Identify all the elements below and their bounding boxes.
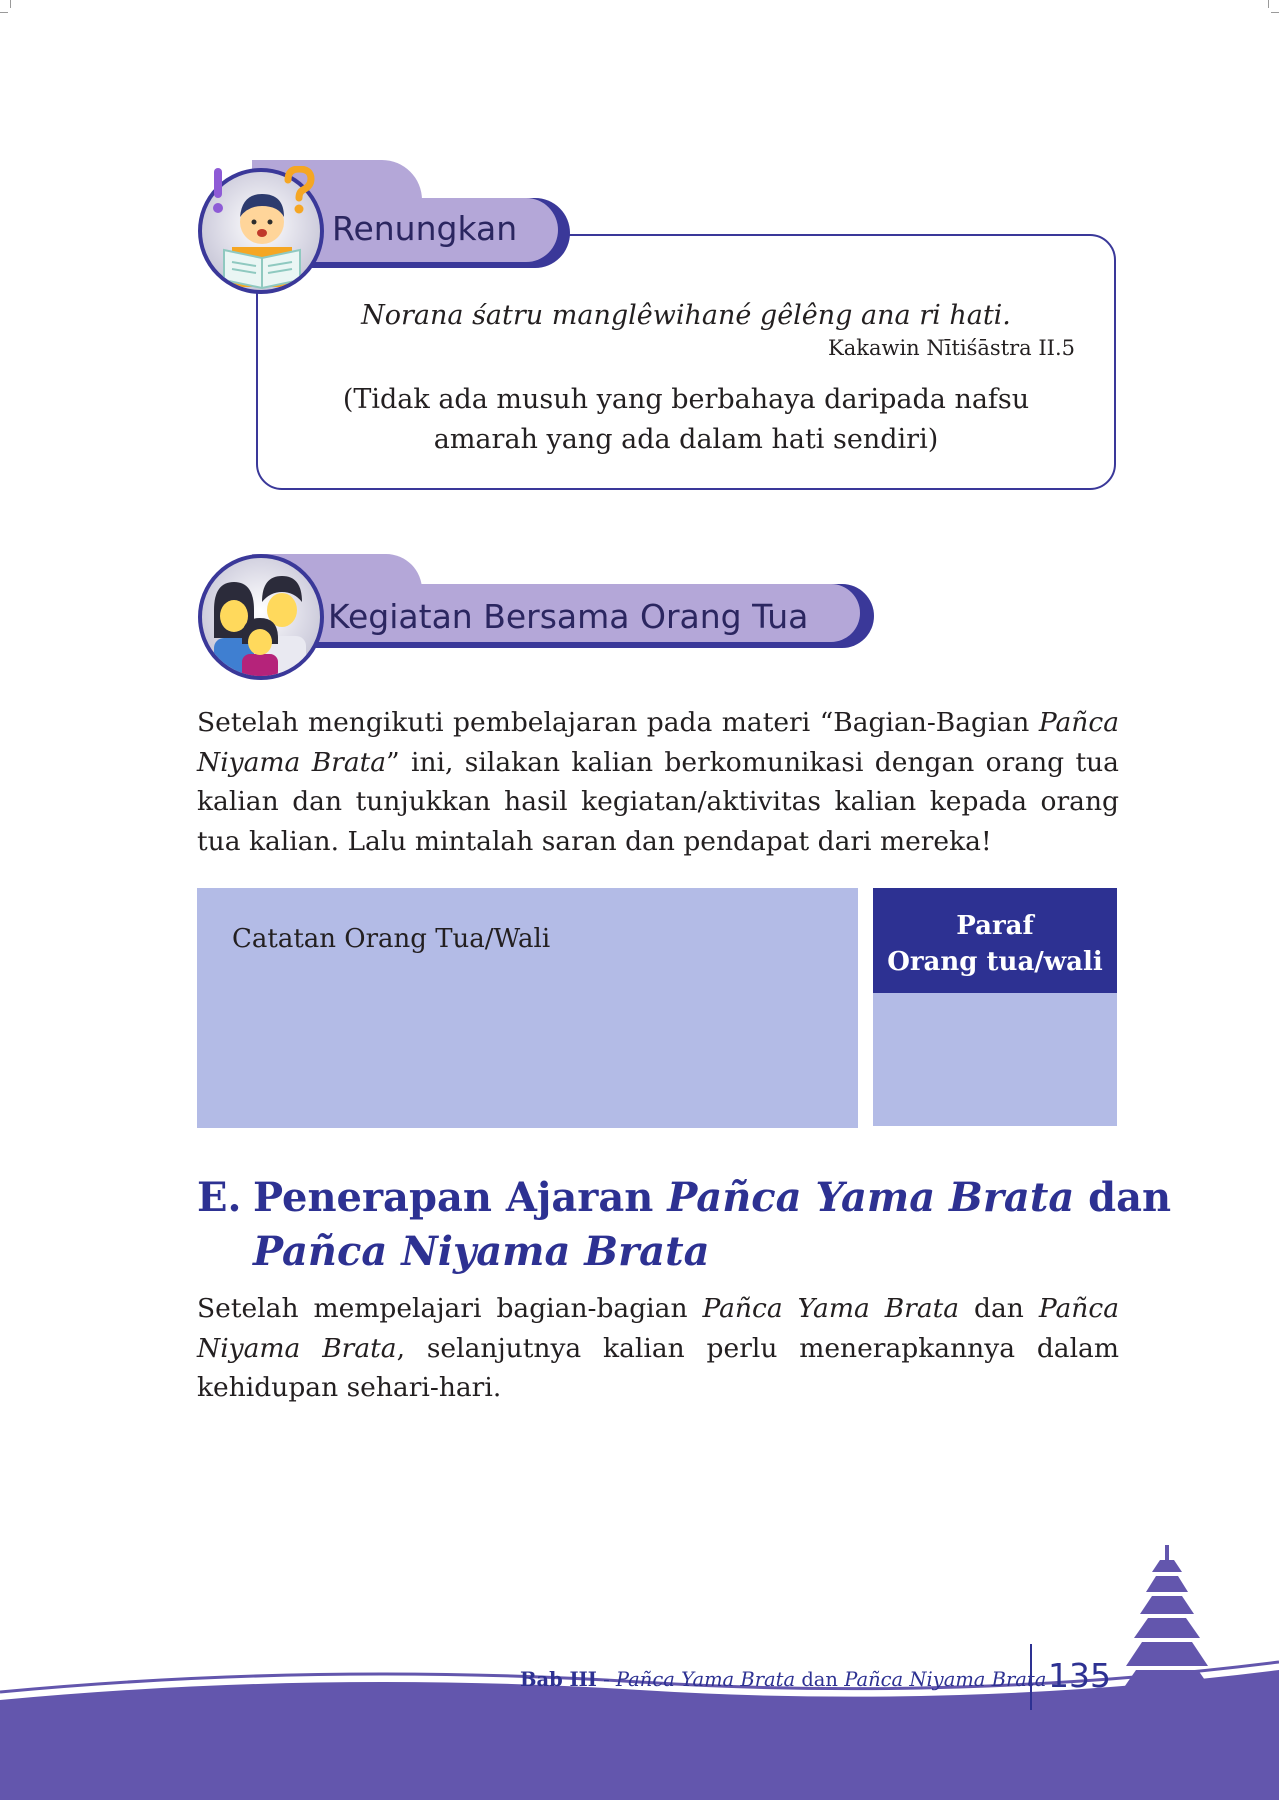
section-e-heading-text: dan bbox=[1074, 1174, 1172, 1221]
section-e-paragraph-text: Setelah mempelajari bagian-bagian bbox=[197, 1293, 703, 1324]
section-e-heading-text: Penerapan Ajaran bbox=[253, 1174, 668, 1221]
signature-header-line1: Paraf bbox=[956, 911, 1034, 941]
question-mark-icon bbox=[282, 166, 316, 216]
family-icon bbox=[202, 558, 320, 676]
page-number: 135 bbox=[1048, 1656, 1111, 1695]
crop-mark bbox=[1268, 0, 1269, 8]
footer-running-title bbox=[520, 1668, 1047, 1691]
kegiatan-paragraph-italic: Pañca Niyama Brata bbox=[197, 707, 1119, 778]
renungkan-quote: Norana śatru manglêwihané gêlêng ana ri hati. bbox=[361, 300, 1011, 331]
section-e-paragraph bbox=[197, 1289, 1119, 1408]
renungkan-title: Renungkan bbox=[332, 209, 518, 248]
crop-mark bbox=[0, 12, 8, 13]
parent-notes-label: Catatan Orang Tua/Wali bbox=[232, 924, 551, 954]
section-e-paragraph-text: , selanjutnya kalian perlu menerapkannya dalam kehidupan sehari-hari. bbox=[197, 1332, 1119, 1403]
signature-header bbox=[873, 888, 1117, 993]
crop-mark bbox=[10, 0, 11, 8]
footer-separator: - bbox=[596, 1668, 616, 1691]
exclamation-icon bbox=[208, 166, 228, 216]
section-e-paragraph-text: dan bbox=[959, 1293, 1039, 1324]
renungkan-translation-line2: amarah yang ada dalam hati sendiri) bbox=[433, 424, 939, 455]
renungkan-source: Kakawin Nītiśāstra II.5 bbox=[828, 336, 1075, 360]
section-e-letter: E. bbox=[197, 1174, 242, 1221]
signature-field[interactable] bbox=[873, 993, 1117, 1126]
temple-icon bbox=[1118, 1545, 1216, 1756]
kegiatan-title: Kegiatan Bersama Orang Tua bbox=[328, 597, 809, 636]
family-illustration bbox=[198, 554, 324, 680]
section-e-heading-italic: Pañca Yama Brata bbox=[667, 1174, 1075, 1221]
section-e-heading bbox=[253, 1171, 1172, 1279]
footer-book-italic: Pañca Yama Brata bbox=[615, 1668, 796, 1691]
section-e-paragraph-italic: Pañca Niyama Brata bbox=[197, 1293, 1119, 1364]
crop-mark bbox=[1271, 12, 1279, 13]
renungkan-translation bbox=[256, 380, 1116, 460]
kegiatan-paragraph-text: ” ini, silakan kalian berkomunikasi dengan orang tua kalian dan tunjukkan hasil kegiatan/aktivitas kalian kepada orang tua kalian. Lalu mintalah saran dan pendapat dari mereka! bbox=[197, 746, 1119, 857]
footer-chapter: Bab III bbox=[520, 1668, 597, 1691]
footer-book-text: dan bbox=[795, 1668, 845, 1691]
kegiatan-paragraph bbox=[197, 703, 1119, 861]
section-e-heading-italic: Pañca Niyama Brata bbox=[253, 1228, 710, 1275]
kegiatan-paragraph-text: Setelah mengikuti pembelajaran pada materi “Bagian-Bagian bbox=[197, 707, 1039, 738]
section-e-paragraph-italic: Pañca Yama Brata bbox=[702, 1293, 960, 1324]
renungkan-translation-line1: (Tidak ada musuh yang berbahaya daripada nafsu bbox=[342, 384, 1030, 415]
signature-header-line2: Orang tua/wali bbox=[887, 947, 1103, 977]
footer-book-italic: Pañca Niyama Brata bbox=[844, 1668, 1047, 1691]
renungkan-quote-wrapper bbox=[256, 300, 1116, 331]
